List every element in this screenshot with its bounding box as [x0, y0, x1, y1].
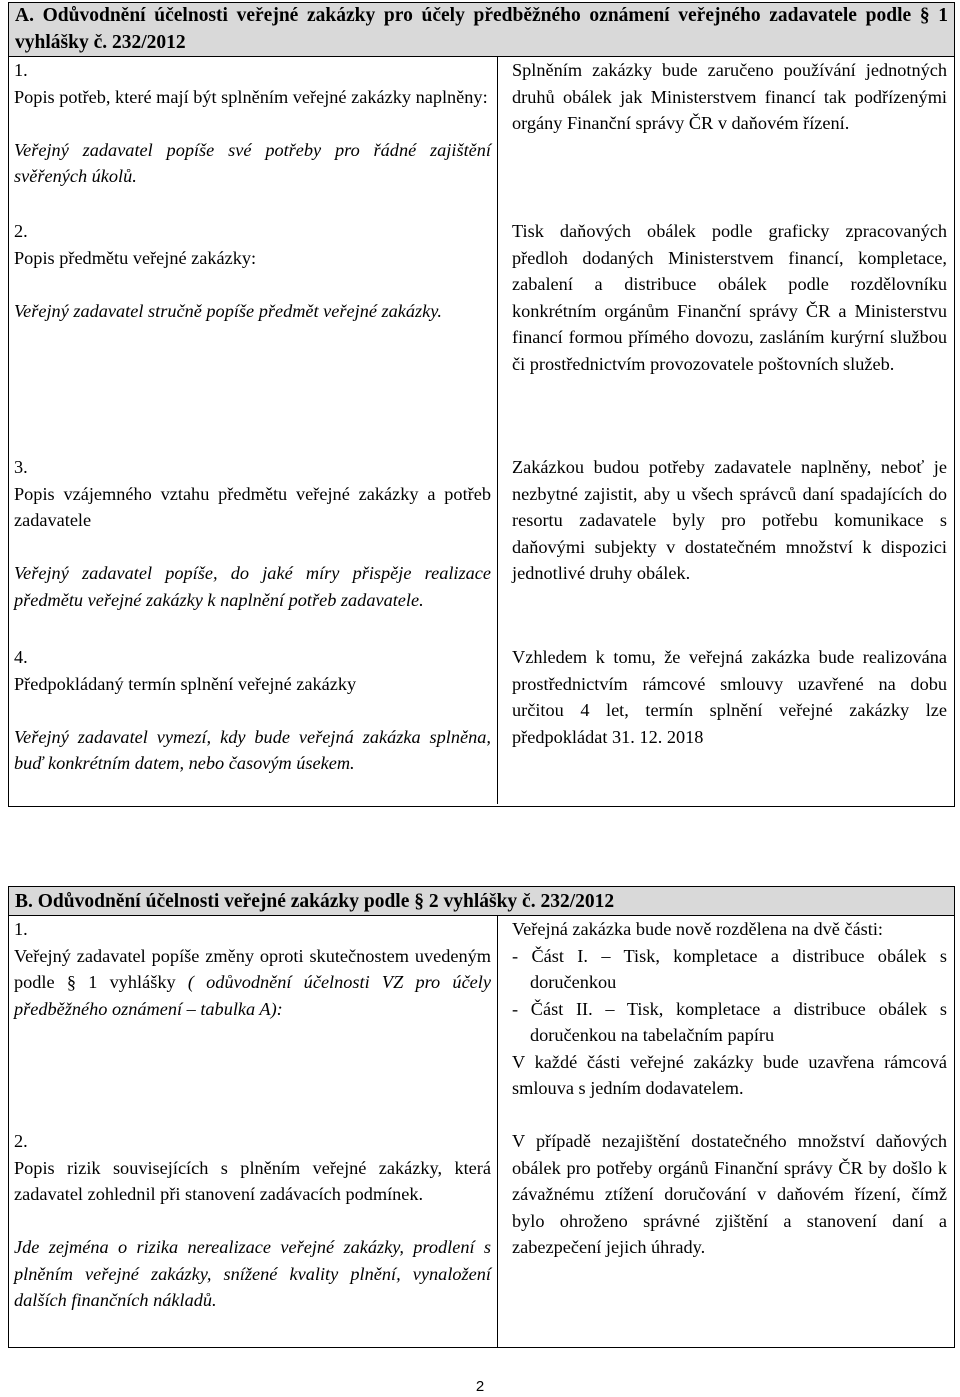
b-row1-answer-item: - Část I. – Tisk, kompletace a distribuce obálek s doručenkou	[512, 945, 947, 992]
a-row3-number: 3.	[14, 457, 28, 477]
page-number: 2	[475, 1378, 485, 1395]
section-b-title: B. Odůvodnění účelnosti veřejné zakázky podle § 2 vyhlášky č. 232/2012	[9, 887, 954, 916]
a-row1-hint: Veřejný zadavatel popíše své potřeby pro řádné zajištění svěřených úkolů.	[14, 139, 491, 186]
b-row1-number: 1.	[14, 919, 28, 939]
a-row4-left	[9, 644, 498, 804]
a-row4-heading: Předpokládaný termín splnění veřejné zakázky	[14, 673, 357, 694]
b-row2-hint: Jde zejména o rizika nerealizace veřejné zakázky, prodlení s plněním veřejné zakázky, snížené kvality plnění, vynaložení dalších finančních nákladů.	[14, 1237, 491, 1310]
section-b-grid	[9, 916, 954, 1348]
a-row1-number: 1.	[14, 60, 28, 80]
a-row1-answer: Splněním zakázky bude zaručeno používání jednotných druhů obálek jak Ministerstvem financí tak podřízenými orgány Finanční správy ČR v daňovém řízení.	[512, 60, 947, 133]
a-row2-left	[9, 218, 498, 454]
b-row1-answer-item: - Část II. – Tisk, kompletace a distribuce obálek s doručenkou na tabelačním papíru	[512, 998, 947, 1045]
section-b-table	[8, 886, 955, 1348]
b-row2-number: 2.	[14, 1131, 28, 1151]
section-a-title: A. Odůvodnění účelnosti veřejné zakázky pro účely předběžného oznámení veřejného zadavatele podle § 1 vyhlášky č. 232/2012	[9, 3, 954, 57]
a-row4-answer: Vzhledem k tomu, že veřejná zakázka bude realizována prostřednictvím rámcové smlouvy uzavřené na dobu určitou 4 let, termín splnění veřejné zakázky lze předpokládat 31. 12. 2018	[512, 647, 947, 747]
b-row1-hint: ( odůvodnění účelnosti VZ pro účely předběžného oznámení – tabulka A):	[14, 972, 491, 1019]
b-row1-left	[9, 916, 498, 1128]
a-row2-answer: Tisk daňových obálek podle graficky zpracovaných předloh dodaných Ministerstvem financí, kompletace, zabalení a distribuce obálek podle rozdělovníku konkrétním orgánům Finanční správy ČR a Ministerstvu financí formou přímého dovozu, zasláním kurýrní službou či prostřednictvím provozovatele poštovních služeb.	[512, 221, 947, 374]
a-row2-heading: Popis předmětu veřejné zakázky:	[14, 247, 257, 268]
a-row2-hint: Veřejný zadavatel stručně popíše předmět veřejné zakázky.	[14, 300, 442, 321]
b-row1-answer-intro: Veřejná zakázka bude nově rozdělena na dvě části:	[512, 919, 884, 939]
a-row3-hint: Veřejný zadavatel popíše, do jaké míry přispěje realizace předmětu veřejné zakázky k naplnění potřeb zadavatele.	[14, 563, 491, 610]
b-row2-left	[9, 1128, 498, 1348]
a-row2-number: 2.	[14, 221, 28, 241]
b-row2-heading: Popis rizik souvisejících s plněním veřejné zakázky, která zadavatel zohlednil při stanovení zadávacích podmínek.	[14, 1157, 491, 1204]
a-row3-heading: Popis vzájemného vztahu předmětu veřejné zakázky a potřeb zadavatele	[14, 483, 491, 530]
b-row1-heading: Veřejný zadavatel popíše změny oproti skutečnostem uvedeným podle § 1 vyhlášky	[14, 945, 491, 992]
b-row2-answer: V případě nezajištění dostatečného množství daňových obálek pro potřeby orgánů Finanční správy ČR by došlo k závažnému ztížení doručování v daňovém řízení, čímž bylo ohroženo správné zjištění a stanovení daní a zabezpečení jejich úhrady.	[512, 1131, 947, 1257]
section-a-grid	[9, 57, 954, 804]
b-row1-right	[498, 916, 954, 1128]
section-a-table	[8, 2, 955, 807]
a-row1-left	[9, 57, 498, 218]
a-row4-hint: Veřejný zadavatel vymezí, kdy bude veřejná zakázka splněna, buď konkrétním datem, nebo časovým úsekem.	[14, 726, 491, 773]
a-row1-heading: Popis potřeb, které mají být splněním veřejné zakázky naplněny:	[14, 86, 488, 107]
b-row1-answer-outro: V každé části veřejné zakázky bude uzavřena rámcová smlouva s jedním dodavatelem.	[512, 1051, 947, 1098]
a-row3-left	[9, 454, 498, 644]
a-row4-number: 4.	[14, 647, 28, 667]
a-row3-answer: Zakázkou budou potřeby zadavatele naplněny, neboť je nezbytné zajistit, aby u všech správců daní spadajících do resortu zadavatele byly pro potřebu komunikace s daňovými subjekty v dostatečném množství k dispozici jednotlivé druhy obálek.	[512, 457, 947, 583]
